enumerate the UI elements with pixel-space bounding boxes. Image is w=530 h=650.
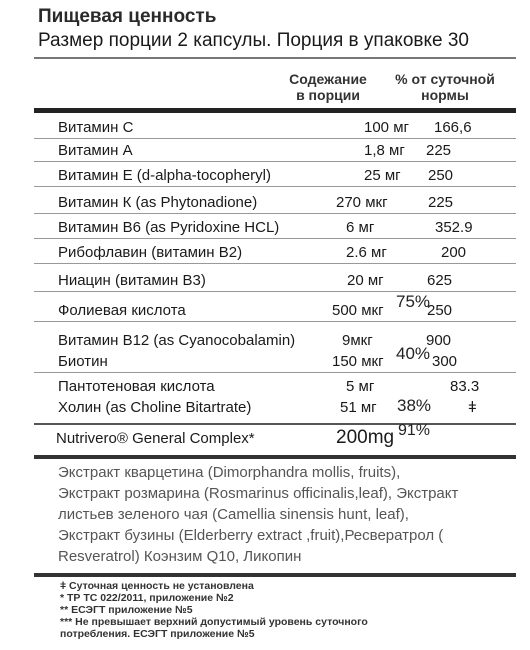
table-row: Витамин В12 (as Cyanocobalamin) 9мкг 900	[58, 332, 452, 349]
footnotes: ǂ Суточная ценность не установлена * ТР ТС 022/2011, приложение №2 ** ЕСЭГТ приложение №5 *** Не превышает верхний допустимый уровень суточного потребления. ЕСЭГТ приложение №5	[60, 580, 368, 640]
overlay-percent-75: 75%	[396, 292, 431, 311]
extracts-list: Экстракт кварцетина (Dimorphandra mollis, fruits), Экстракт розмарина (Rosmarinus officinalis,leaf), Экстракт листьев зеленого чая (Camellia sinensis hunt, leaf), Экстракт бузины (Elderberry extract ,fruit),Ресвератрол ( Resveratrol) Коэнзим Q10, Ликопин	[58, 464, 459, 565]
table-row: Пантотеновая кислота 5 мг 83.3	[58, 378, 480, 395]
table-top-rule	[34, 108, 516, 113]
table-row: Витамин К (as Phytonadione) 270 мкг 225	[34, 192, 516, 214]
table-row: Витамин С 100 мг 166,6	[34, 117, 516, 139]
table-row: Биотин 150 мкг 300	[34, 351, 516, 373]
table-row: Фолиевая кислота 500 мкг 250	[34, 300, 516, 322]
amount-column-header: Содежание в порции	[289, 71, 367, 103]
overlay-percent-91: 91%	[398, 422, 431, 439]
complex-bottom-rule	[34, 455, 516, 459]
overlay-percent-38: 38%	[397, 396, 432, 415]
table-row: Рибофлавин (витамин В2) 2.6 мг 200	[34, 242, 516, 264]
serving-size: Размер порции 2 капсулы. Порция в упаковке 30	[38, 30, 469, 51]
footnotes-rule	[34, 573, 516, 577]
complex-row: Nutrivero® General Complex* 200mg	[56, 427, 395, 448]
table-row: Витамин А 1,8 мг 225	[34, 140, 516, 162]
page-title: Пищевая ценность	[38, 6, 217, 27]
table-row: Холин (as Choline Bitartrate) 51 мг ǂ	[58, 399, 477, 416]
table-row: Витамин В6 (as Pyridoxine HCL) 6 мг 352.9	[34, 217, 516, 239]
daily-value-column-header: % от суточной нормы	[395, 71, 495, 103]
table-row: Витамин Е (d-alpha-tocopheryl) 25 мг 250	[34, 165, 516, 187]
header-divider	[34, 57, 516, 59]
overlay-percent-40: 40%	[396, 344, 431, 363]
table-row: Ниацин (витамин В3) 20 мг 625	[34, 270, 516, 292]
